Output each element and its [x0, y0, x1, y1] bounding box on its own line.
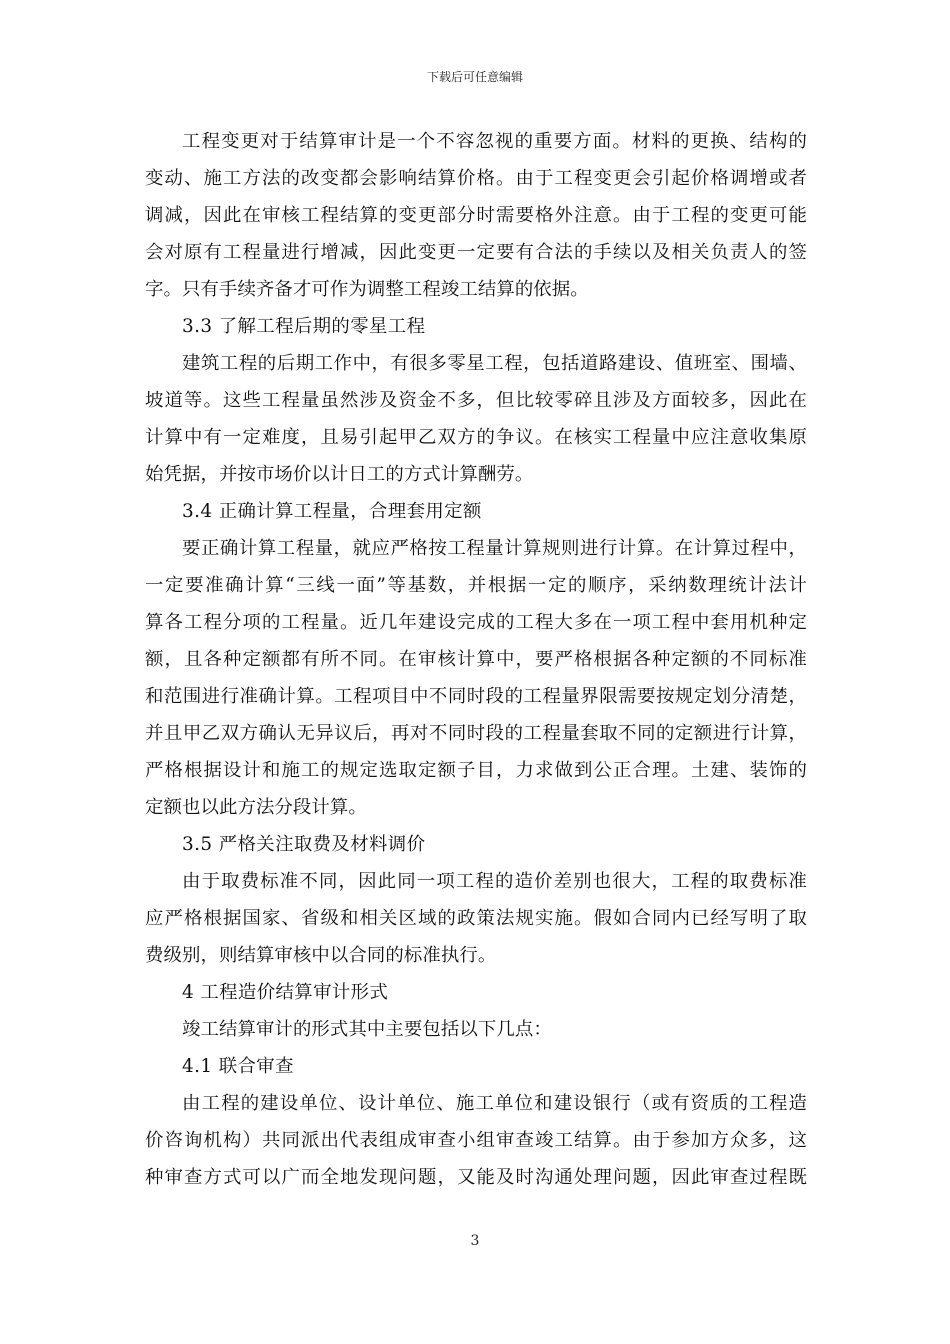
paragraph-line: 坡道等。这些工程量虽然涉及资金不多，但比较零碎且涉及方面较多，因此在	[145, 390, 807, 411]
paragraph-line: 应严格根据国家、省级和相关区域的政策法规实施。假如合同内已经写明了取	[145, 908, 807, 929]
paragraph-line: 调减，因此在审核工程结算的变更部分时需要格外注意。由于工程的变更可能	[145, 205, 807, 226]
paragraph-line: 和范围进行准确计算。工程项目中不同时段的工程量界限需要按规定划分清楚，	[145, 686, 807, 707]
section-heading: 3.4 正确计算工程量，合理套用定额	[182, 501, 482, 522]
section-heading: 3.3 了解工程后期的零星工程	[182, 316, 426, 337]
paragraph-line: 竣工结算审计的形式其中主要包括以下几点：	[182, 1019, 552, 1040]
paragraph-line: 工程变更对于结算审计是一个不容忽视的重要方面。材料的更换、结构的	[182, 131, 807, 152]
paragraph-line: 建筑工程的后期工作中，有很多零星工程，包括道路建设、值班室、围墙、	[182, 353, 807, 374]
paragraph-line: 并且甲乙双方确认无异议后，再对不同时段的工程量套取不同的定额进行计算，	[145, 723, 807, 744]
document-body	[145, 123, 807, 1196]
paragraph-line: 会对原有工程量进行增减，因此变更一定要有合法的手续以及相关负责人的签	[145, 242, 807, 263]
paragraph-line: 额，且各种定额都有所不同。在审核计算中，要严格根据各种定额的不同标准	[145, 649, 807, 670]
paragraph-line: 费级别，则结算审核中以合同的标准执行。	[145, 945, 497, 966]
page-header: 下载后可任意编辑	[426, 70, 523, 84]
paragraph-line: 由工程的建设单位、设计单位、施工单位和建设银行（或有资质的工程造	[182, 1093, 807, 1114]
paragraph-line: 由于取费标准不同，因此同一项工程的造价差别也很大，工程的取费标准	[182, 871, 807, 892]
page-number: 3	[470, 1233, 480, 1249]
paragraph-line: 严格根据设计和施工的规定选取定额子目，力求做到公正合理。土建、装饰的	[145, 760, 807, 781]
section-heading: 4.1 联合审查	[182, 1056, 294, 1077]
paragraph-line: 定额也以此方法分段计算。	[145, 797, 367, 818]
section-heading: 4 工程造价结算审计形式	[182, 982, 389, 1003]
paragraph-line: 计算中有一定难度，且易引起甲乙双方的争议。在核实工程量中应注意收集原	[145, 427, 807, 448]
paragraph-line: 字。只有手续齐备才可作为调整工程竣工结算的依据。	[145, 279, 589, 300]
paragraph-line: 要正确计算工程量，就应严格按工程量计算规则进行计算。在计算过程中，	[182, 538, 807, 559]
paragraph-line: 一定要准确计算“三线一面”等基数，并根据一定的顺序，采纳数理统计法计	[145, 575, 807, 596]
paragraph-line: 变动、施工方法的改变都会影响结算价格。由于工程变更会引起价格调增或者	[145, 168, 807, 189]
paragraph-line: 价咨询机构）共同派出代表组成审查小组审查竣工结算。由于参加方众多，这	[145, 1130, 807, 1151]
section-heading: 3.5 严格关注取费及材料调价	[182, 834, 426, 855]
paragraph-line: 始凭据，并按市场价以计日工的方式计算酬劳。	[145, 464, 534, 485]
paragraph-line: 算各工程分项的工程量。近几年建设完成的工程大多在一项工程中套用机种定	[145, 612, 807, 633]
paragraph-line: 种审查方式可以广而全地发现问题，又能及时沟通处理问题，因此审查过程既	[145, 1167, 807, 1188]
